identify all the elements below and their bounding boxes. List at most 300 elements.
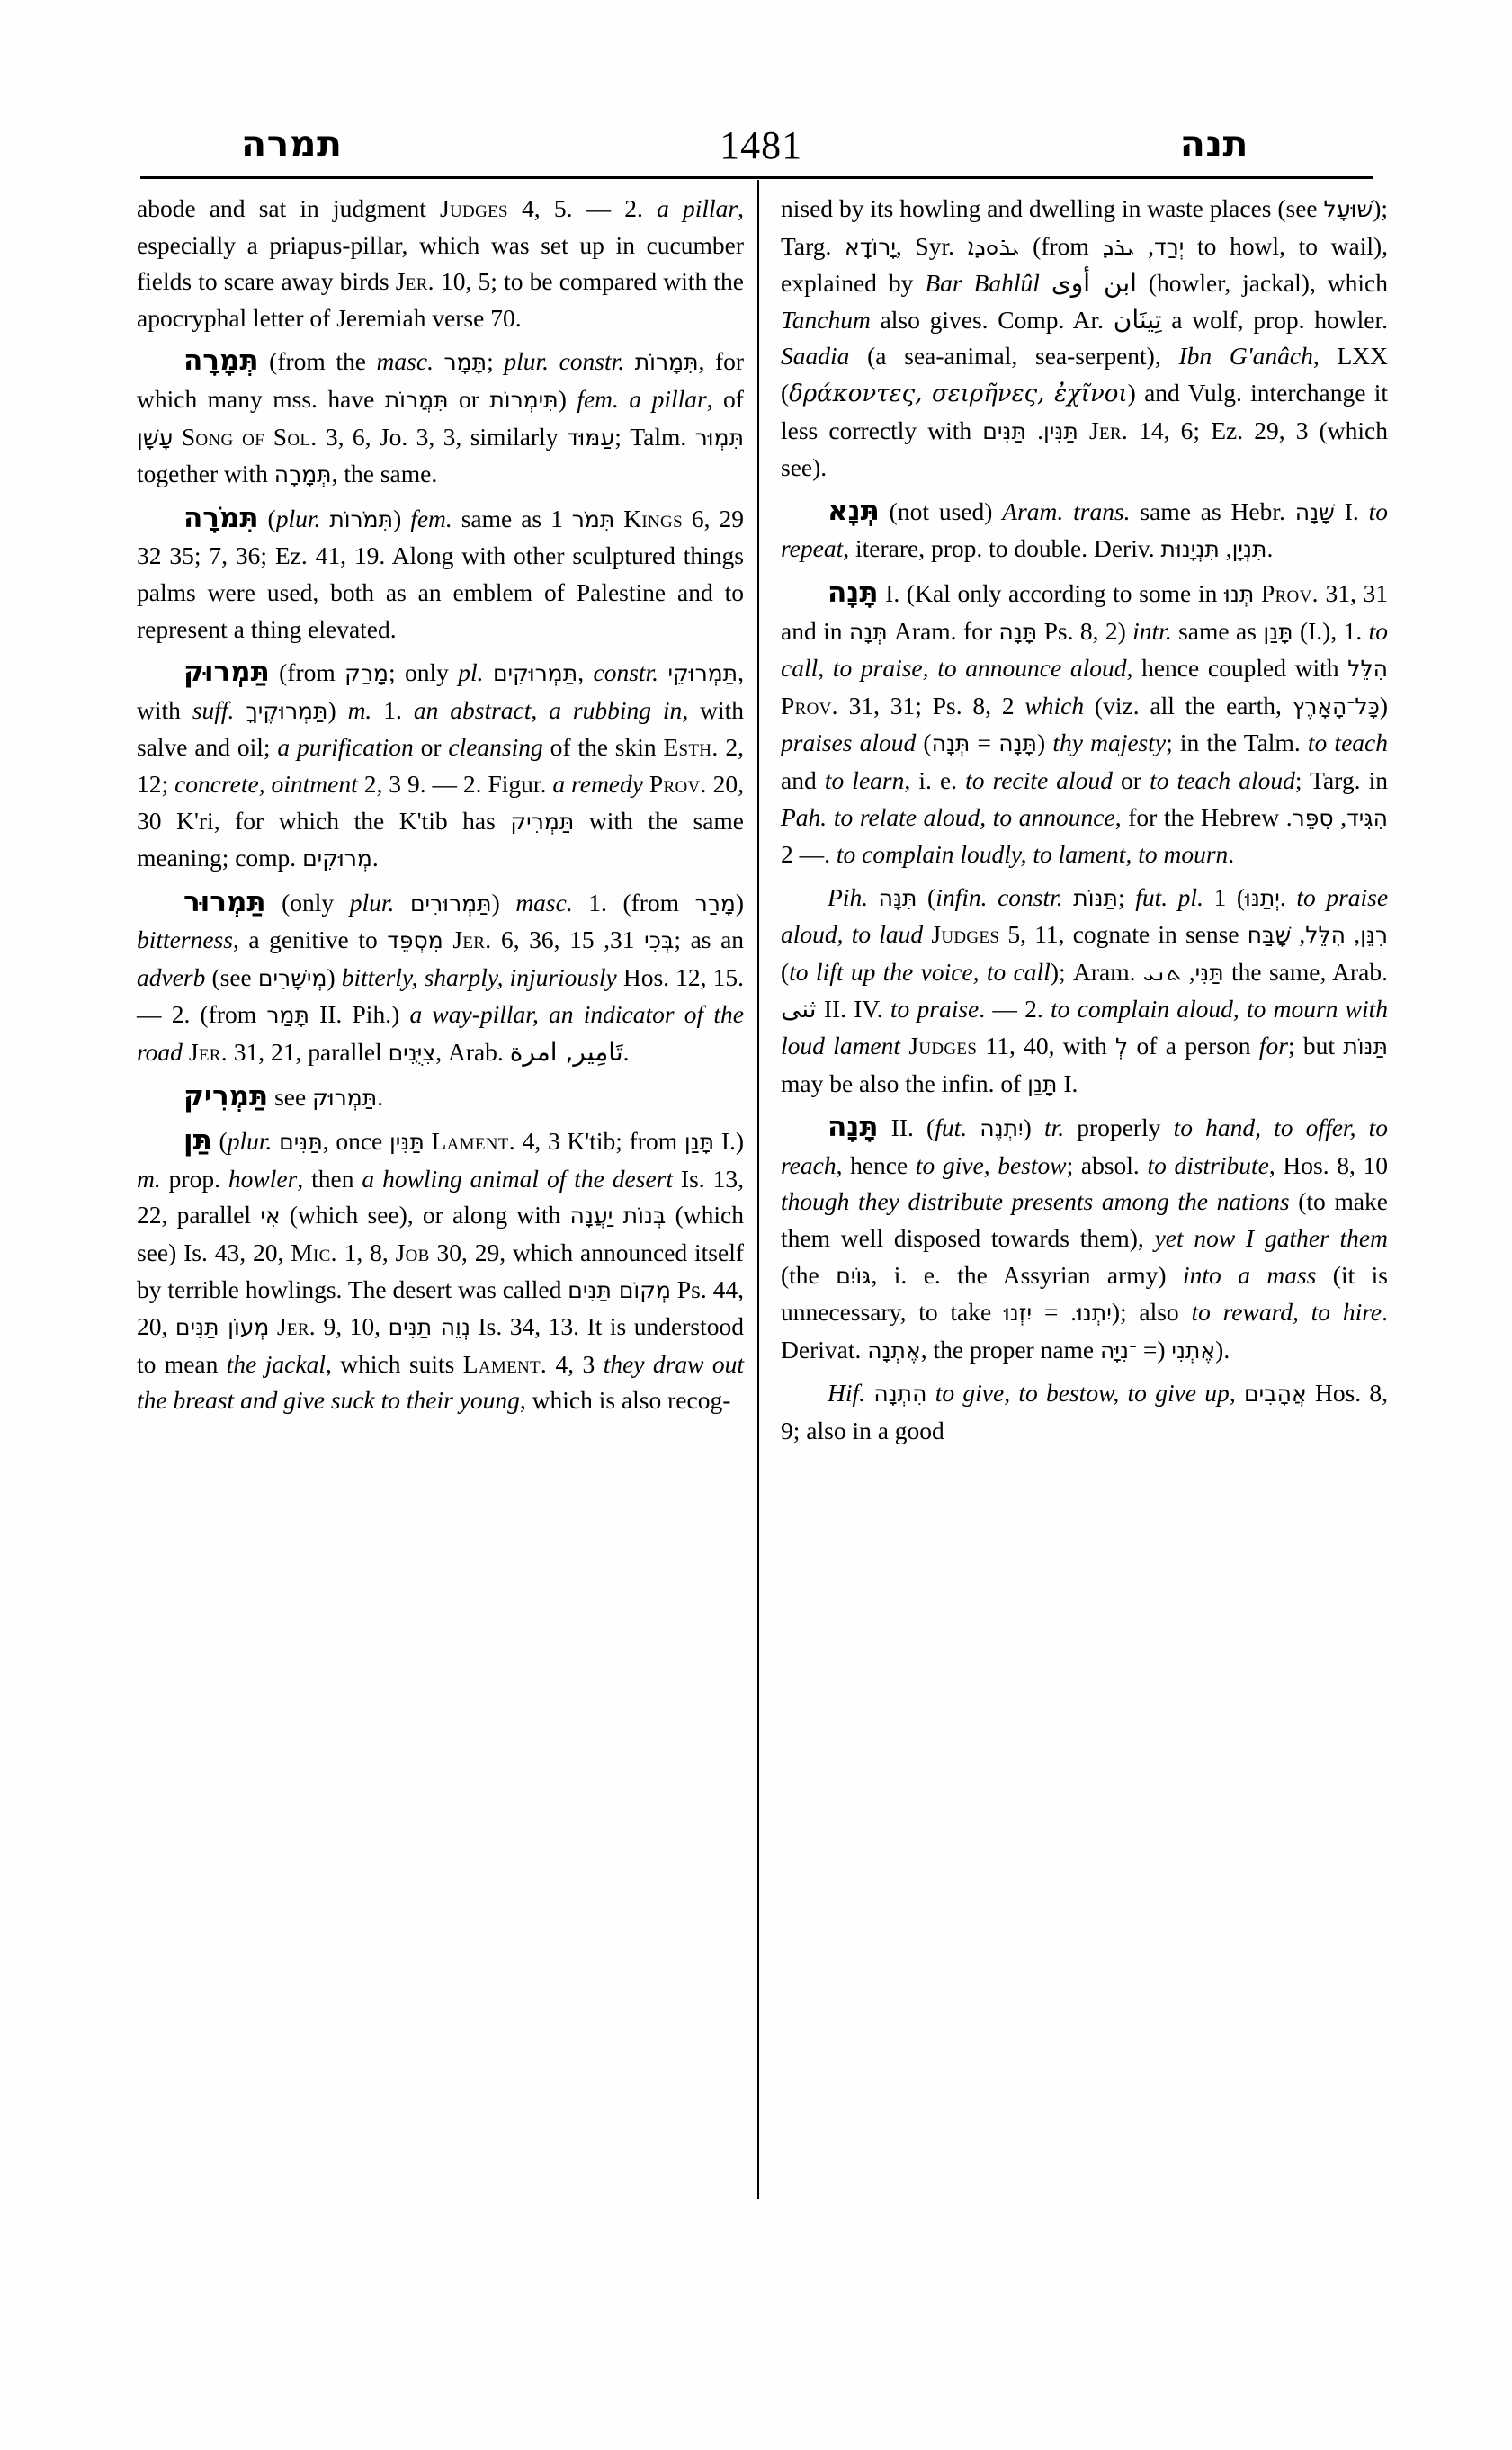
text: , which is also recog- (519, 1386, 731, 1415)
text: ( (781, 957, 790, 986)
text: , for the Hebrew (1114, 802, 1286, 831)
text: ) (558, 384, 577, 413)
arabic-word: ابن أوى (1051, 268, 1137, 299)
gloss: the jackal (226, 1349, 326, 1378)
hebrew-word: תִּמָרוֹת (634, 349, 699, 376)
text: , for which many mss. have (137, 347, 745, 413)
hebrew-word: תַּנּוֹת (1073, 884, 1118, 911)
text: 14, 6; Ez. 29, 3 (which see). (781, 416, 1389, 482)
hebrew-word: הִתְנָה (873, 1381, 927, 1408)
text: . Derivat. (781, 1298, 1388, 1364)
syriac-word: ܝܪܘܕܐ (967, 233, 1020, 261)
text (900, 1032, 908, 1060)
text: ) 1. (1213, 882, 1297, 911)
text: (the (781, 1260, 837, 1289)
gloss: a howling animal of the desert (362, 1164, 673, 1193)
text: with the same meaning; comp. (137, 806, 744, 872)
entry-tamrur (137, 884, 744, 1072)
hebrew-word: יִזְנוּ (1003, 1300, 1033, 1327)
text: 3, 6, Jo. 3, 3, similarly (317, 422, 567, 451)
gloss: to repeat (781, 496, 1388, 563)
hebrew-word: תָּנַן (1263, 618, 1293, 645)
scripture-ref: Job (395, 1238, 430, 1267)
right-column (781, 191, 1388, 1450)
hebrew-word: אֶתְנָה (867, 1337, 921, 1364)
hebrew-word: תַּנִּים (982, 417, 1026, 444)
scripture-ref: Mic. (291, 1238, 337, 1267)
gloss: to teach (1307, 729, 1388, 757)
grammar-abbr: fem. (410, 504, 452, 532)
scripture-ref: Song of Sol. (181, 422, 318, 451)
gloss: which (1024, 691, 1085, 720)
text: 31, 31 and in (781, 578, 1389, 645)
text: , (1346, 920, 1361, 949)
text: 31, 21, parallel (227, 1038, 389, 1067)
scripture-ref: Jer. (188, 1038, 228, 1067)
text: Ps. 8, 2) (1037, 616, 1133, 645)
gloss: they draw out the breast and give suck to their young (137, 1349, 745, 1415)
hebrew-word: תְּנָה (931, 730, 971, 757)
gloss: cleansing (448, 733, 543, 762)
gloss: to call, to praise, to announce aloud (781, 616, 1388, 683)
scripture-ref: Prov. (781, 691, 838, 720)
hebrew-word: תַּמְרוּקֵי (667, 660, 738, 687)
text: . (1266, 534, 1274, 563)
text: . (622, 1038, 630, 1067)
text: nised by its howling and dwelling in waste places (see (781, 194, 1324, 222)
hebrew-word: לְ (1115, 1033, 1129, 1060)
arabic-word: تَامِير, امرة (509, 1037, 623, 1068)
text: ( (916, 729, 932, 757)
hebrew-word: שָׁבַּח (1247, 922, 1292, 949)
text: (it is unnecessary, to take (781, 1260, 1389, 1327)
authority-name: Saadia (781, 342, 850, 371)
hebrew-word: תָּנָה (998, 730, 1037, 757)
text: same as Hebr. (1130, 496, 1295, 525)
hebrew-word: בְּכִי (644, 927, 675, 954)
text: . — 2. (979, 995, 1051, 1024)
text: (I.), 1. (1293, 616, 1369, 645)
hebrew-word: תִּמְוּר (694, 424, 745, 451)
grammar-abbr: fut. pl. (1135, 882, 1203, 911)
hebrew-word: צִיֻּנִים (388, 1040, 436, 1067)
hebrew-lemma: תַּמְרוּר (183, 885, 266, 918)
text: 4, 3 K'tib; from (514, 1127, 684, 1156)
text: ) (1023, 1113, 1044, 1142)
entry-tanah-i (781, 575, 1388, 873)
page-number: 1481 (720, 123, 803, 167)
hebrew-word: יְתַנּוּ (1245, 884, 1280, 911)
gloss: for (1258, 1032, 1288, 1060)
hebrew-word: תָּנָה (998, 618, 1038, 645)
grammar-abbr: plur. (349, 888, 395, 917)
text: II. Pih.) (309, 1000, 410, 1029)
text (1063, 883, 1074, 911)
hebrew-word: תַּמְרוּק (312, 1084, 378, 1111)
text (865, 1379, 873, 1407)
text (434, 347, 444, 375)
hebrew-word: תַּמְרוּרִים (409, 890, 492, 917)
entry-tanah-ii (781, 1109, 1388, 1369)
text (624, 347, 635, 375)
text: I. (Kal only according to some in (878, 578, 1225, 607)
entry-temarah (137, 343, 744, 493)
hebrew-word: תַּמְרוּקִים (492, 660, 578, 687)
grammar-abbr: fut. (935, 1113, 968, 1142)
scripture-ref: Jer. (395, 267, 434, 296)
text: , Syr. (895, 231, 968, 260)
text: . (1228, 840, 1235, 869)
text: II. ( (878, 1113, 935, 1142)
hebrew-word: תַּנִּין (389, 1129, 425, 1156)
text: same as (1171, 616, 1264, 645)
text: 2, 12; (137, 733, 744, 798)
text: (from the (258, 347, 377, 376)
text: = (970, 729, 999, 757)
text (923, 920, 931, 948)
text: , hence coupled with (1126, 654, 1348, 683)
scripture-ref: Prov. (1260, 578, 1319, 607)
text: 6, 29 32 35; 7, 36; Ez. 41, 19. Along with other sculptured things palms were used, both as an emblem of Palestine and to represent a thing elevated. (137, 504, 744, 643)
grammar-abbr: pl. (458, 658, 484, 687)
text: , (1134, 231, 1155, 260)
hebrew-word: תַּנִּי (1194, 959, 1224, 986)
hebrew-word: יְרַד (1154, 233, 1185, 260)
text: 1. (371, 695, 414, 724)
text: (which see), or along with (280, 1201, 570, 1229)
hebrew-word: תִּימְרוֹת (489, 386, 559, 413)
text: Ps. 44, 20, (137, 1274, 745, 1341)
hebrew-lemma: תָּנָה (828, 1111, 879, 1144)
text: 31, 31; Ps. 8, 2 (837, 691, 1025, 720)
hebrew-word: תַּנִּין (1042, 417, 1078, 444)
text: (to make them well disposed towards them), (781, 1187, 1388, 1253)
grammar-abbr: Aram. trans. (1002, 496, 1131, 525)
text: , (1333, 802, 1347, 831)
text: 20, 30 K'ri, for which the K'tib has (137, 769, 745, 835)
hebrew-word: תָּמָר (443, 349, 488, 376)
scripture-ref: Jer. (1088, 416, 1129, 444)
grammar-abbr: masc. (376, 347, 434, 376)
text: ; in the Talm. (1166, 729, 1308, 757)
text (1040, 269, 1051, 297)
text: 1, 8, (336, 1238, 396, 1267)
entry-tanah-ii-hifil (781, 1375, 1388, 1449)
arabic-word: ثنى (781, 994, 817, 1024)
hebrew-lemma: תִּמֹרָה (183, 501, 259, 534)
text: , iterare, prop. to double. Deriv. (843, 534, 1161, 563)
gloss: to reward, to hire (1191, 1298, 1382, 1327)
column-divider (757, 180, 759, 2199)
hebrew-word: תַּנּוֹת (1343, 1033, 1388, 1060)
text (320, 505, 329, 532)
gloss: to teach aloud (1150, 765, 1295, 794)
running-head-left-lemma: תמרה (241, 122, 343, 165)
text: Is. 13, 22, parallel (137, 1164, 744, 1229)
text (827, 803, 834, 831)
text: , (577, 658, 594, 687)
hebrew-word: תַּנִּים (279, 1129, 323, 1156)
hebrew-word: תַּמְרִיק (510, 808, 575, 835)
hebrew-word: יִתְנוּ (1076, 1300, 1112, 1327)
text: a wolf, prop. howler. (1161, 305, 1389, 334)
stem-label: Hif. (828, 1379, 866, 1408)
gloss: to give, bestow (915, 1150, 1067, 1179)
gloss: to lift up the voice, to call (789, 957, 1051, 986)
text: , the proper name (920, 1335, 1101, 1364)
text: , (1219, 534, 1232, 563)
text: , with salve and oil; (137, 695, 745, 762)
hebrew-lemma: תָּנָה (828, 576, 879, 609)
text (183, 1038, 189, 1066)
hebrew-lemma: תַּמְרוּק (183, 656, 270, 689)
text: 4, 5. — 2. (507, 194, 658, 222)
text: ); Aram. (1050, 957, 1143, 986)
gloss: an abstract, a rubbing in (413, 695, 683, 724)
text: or (448, 384, 490, 413)
entry-tena (781, 493, 1388, 568)
hebrew-word: מְקוֹם תַּנִּים (568, 1276, 671, 1303)
hebrew-word: עָשָׁן (137, 424, 174, 451)
text (272, 1127, 279, 1155)
running-head-right-lemma: תנה (1179, 122, 1248, 165)
text (643, 770, 649, 798)
gloss: though they distribute presents among the nations (781, 1187, 1290, 1216)
text: , i. e. (904, 765, 966, 794)
text: , (1181, 957, 1195, 986)
header-rule (140, 176, 1373, 179)
text: 2, 3 9. — 2. Figur. (357, 769, 553, 798)
text: I.) (714, 1127, 745, 1156)
text: , the same. (331, 460, 438, 488)
scripture-ref: Judges (440, 194, 508, 222)
text: , with (137, 658, 744, 724)
text: 10, 5; to be compared with the apocryphal letter of Jeremiah verse 70. (137, 267, 744, 332)
text: abode and sat in judgment (137, 194, 441, 222)
hebrew-lemma: תַּן (183, 1124, 212, 1158)
entry-continuation-tamar (137, 191, 744, 336)
text (868, 883, 879, 911)
gloss: bitterly, sharply, injuriously (341, 962, 617, 991)
text: 5, 11, cognate in sense (999, 920, 1248, 949)
text (394, 889, 410, 917)
hebrew-word: הִלֵּל (1305, 922, 1346, 949)
text: ) (1037, 729, 1053, 757)
scripture-ref: Judges (908, 1032, 978, 1060)
text: ); also (1111, 1298, 1192, 1327)
hebrew-word: תָּמַר (266, 1002, 309, 1029)
text: ) and Vulg. interchange it less correctly with (781, 378, 1389, 444)
text: ) (393, 504, 411, 532)
text: of a person (1128, 1032, 1259, 1060)
authority-name: Bar Bahlûl (925, 269, 1040, 298)
gloss: concrete, ointment (174, 769, 358, 798)
text: together with (137, 460, 274, 488)
text: prop. (160, 1164, 228, 1193)
text: ; absol. (1066, 1150, 1148, 1179)
text: properly (1064, 1113, 1174, 1142)
gloss: bitterness (137, 925, 233, 954)
gloss: to learn (824, 765, 905, 794)
text: ) (327, 962, 342, 991)
scripture-ref: Jer. (276, 1312, 316, 1341)
hebrew-word: תִּמֹר (571, 505, 615, 532)
left-column (137, 191, 744, 1419)
gloss: to distribute (1147, 1150, 1269, 1179)
text: (only (265, 888, 350, 917)
text: ; (1117, 882, 1136, 911)
text: . (1025, 416, 1043, 444)
hebrew-word: מְרוּקִים (302, 845, 372, 872)
text: , i. e. the Assyrian army) (871, 1260, 1183, 1289)
entry-tamriq-crossref (137, 1078, 744, 1117)
arabic-word: تِينَان (1113, 304, 1162, 335)
text: . = (1032, 1298, 1077, 1327)
text: . (371, 844, 379, 872)
gloss: to praise (890, 995, 980, 1024)
text: (howler, jackal), which (1136, 269, 1388, 298)
hebrew-lemma: תְּמָרָה (183, 344, 259, 378)
grammar-abbr: plur. (275, 504, 321, 532)
text (658, 658, 667, 686)
text: (from (269, 658, 345, 687)
text: ; Talm. (614, 422, 695, 451)
text: 31, 15; as an (569, 925, 745, 954)
text: . — 2. (781, 802, 1293, 869)
text: same as (452, 504, 551, 532)
authority-name: Tanchum (781, 305, 871, 334)
text (484, 658, 493, 686)
hebrew-word: אִי (260, 1203, 281, 1229)
text: 6, 36, (491, 925, 570, 954)
text: Is. 34, 13. It is understood to mean (137, 1312, 744, 1378)
text (1254, 579, 1261, 607)
hebrew-word: נְוֵה תַנִּים (388, 1314, 470, 1341)
gloss: thy majesty (1052, 729, 1167, 757)
hebrew-word: הִלֵּל (1347, 656, 1388, 683)
text: 9, 10, (315, 1312, 389, 1341)
text: ); Targ. (781, 194, 1388, 260)
hebrew-word: תִּמֲרוֹת (384, 386, 449, 413)
grammar-abbr: plur. constr. (504, 347, 625, 376)
hebrew-word: רִנֵּן (1360, 922, 1389, 949)
text: , once (322, 1127, 389, 1156)
text: of the skin (542, 733, 664, 762)
hebrew-word: מְישָׁרִים (257, 964, 327, 991)
text: may be also the infin. of (781, 1069, 1028, 1097)
text: Hos. 12, 15. — 2. (from (137, 962, 744, 1029)
text: , LXX ( (781, 342, 1389, 407)
hebrew-word: תְּמָרָה (273, 461, 332, 488)
hebrew-word: מָרַק (344, 660, 389, 687)
text: see (268, 1082, 313, 1111)
grammar-abbr: adverb (137, 962, 206, 991)
grammar-abbr: masc. (515, 888, 573, 917)
text: 30, 29, which announced itself by terrible howlings. The desert was called (137, 1238, 745, 1303)
stem-label: Pih. (828, 882, 869, 911)
text (173, 423, 181, 451)
text (1203, 883, 1214, 911)
text: , of (706, 384, 744, 413)
text (425, 1127, 432, 1155)
text: ). (1215, 1335, 1230, 1364)
gloss: to relate aloud, to announce (833, 802, 1115, 831)
hebrew-word: תִּנְיָן (1231, 536, 1267, 563)
text: (a sea-animal, sea-serpent), (849, 342, 1179, 371)
gloss: to complain aloud, to mourn with loud lament (781, 995, 1389, 1060)
scripture-ref: Prov. (649, 769, 707, 798)
hebrew-word: אֲהָבִים (1243, 1381, 1307, 1408)
text: ; only (388, 658, 459, 687)
text: I. (1334, 496, 1369, 525)
gloss: a purification (277, 733, 414, 762)
grammar-abbr: plur. (227, 1127, 273, 1156)
text: ; but (1287, 1032, 1344, 1060)
entry-continuation-tan (781, 191, 1388, 487)
grammar-abbr: Pah. (781, 802, 828, 831)
hebrew-word: גּוֹיִם (836, 1262, 872, 1289)
text (269, 1312, 277, 1340)
text: (from (1019, 231, 1103, 260)
hebrew-word: תָּנַן (684, 1129, 715, 1156)
text: (which see) Is. 43, 20, (137, 1201, 745, 1267)
text: (viz. all the earth, (1084, 691, 1293, 720)
hebrew-word: תִּמֹרוֹת (329, 505, 394, 532)
hebrew-word: יָרוֹדָא (845, 233, 896, 260)
grammar-abbr: m. (347, 695, 372, 724)
greek-word: δράκοντες, σειρῆνες, ἐχῖνοι (789, 380, 1128, 407)
text: Aram. for (887, 616, 999, 645)
gloss: to praise aloud, to laud (781, 882, 1389, 949)
scripture-ref: Judges (931, 920, 1000, 949)
text: ( (258, 504, 276, 532)
text: , especially a priapus-pillar, which was set up in cucumber fields to scare away birds (137, 194, 745, 296)
hebrew-word: אֶתְנִי (1171, 1337, 1216, 1364)
scripture-ref: Lament. (431, 1127, 515, 1156)
grammar-abbr: constr. (593, 658, 659, 687)
gloss: a remedy (552, 769, 643, 798)
text: , which suits (325, 1349, 463, 1378)
grammar-abbr: intr. (1132, 616, 1172, 645)
text (926, 1379, 935, 1407)
running-head (142, 101, 1370, 165)
scripture-ref: Lament. (462, 1349, 548, 1378)
hebrew-word: תִּנְיָנוּת (1160, 536, 1220, 563)
hebrew-word: מְעוֹן תַּנִּים (174, 1314, 270, 1341)
text: ( (211, 1127, 228, 1156)
text: ; (487, 347, 505, 376)
text: 4, 3 (547, 1349, 604, 1378)
authority-name: Ibn G'anâch (1178, 342, 1313, 371)
grammar-abbr: infin. constr. (935, 882, 1063, 911)
hebrew-word: תְּנָה (848, 618, 888, 645)
text (443, 925, 453, 953)
gloss: into a mass (1183, 1260, 1317, 1289)
hebrew-word: סִפֵּר (1292, 804, 1334, 831)
text: ) (327, 695, 348, 724)
hebrew-word: תַּמְרוּקֶיךָ (246, 697, 328, 724)
hebrew-lemma: תְּנָא (828, 494, 880, 527)
text: , then (297, 1164, 362, 1193)
gloss: to complain loudly, to lament, to mourn (836, 840, 1229, 869)
text: , (1291, 920, 1306, 949)
hebrew-word: תְּנוּ (1224, 580, 1255, 607)
text: 1. (from (572, 888, 695, 917)
text (234, 696, 246, 724)
scripture-ref: Jer. (452, 925, 492, 954)
text: , hence (836, 1150, 916, 1179)
hebrew-word: תִּנָּה (878, 884, 917, 911)
